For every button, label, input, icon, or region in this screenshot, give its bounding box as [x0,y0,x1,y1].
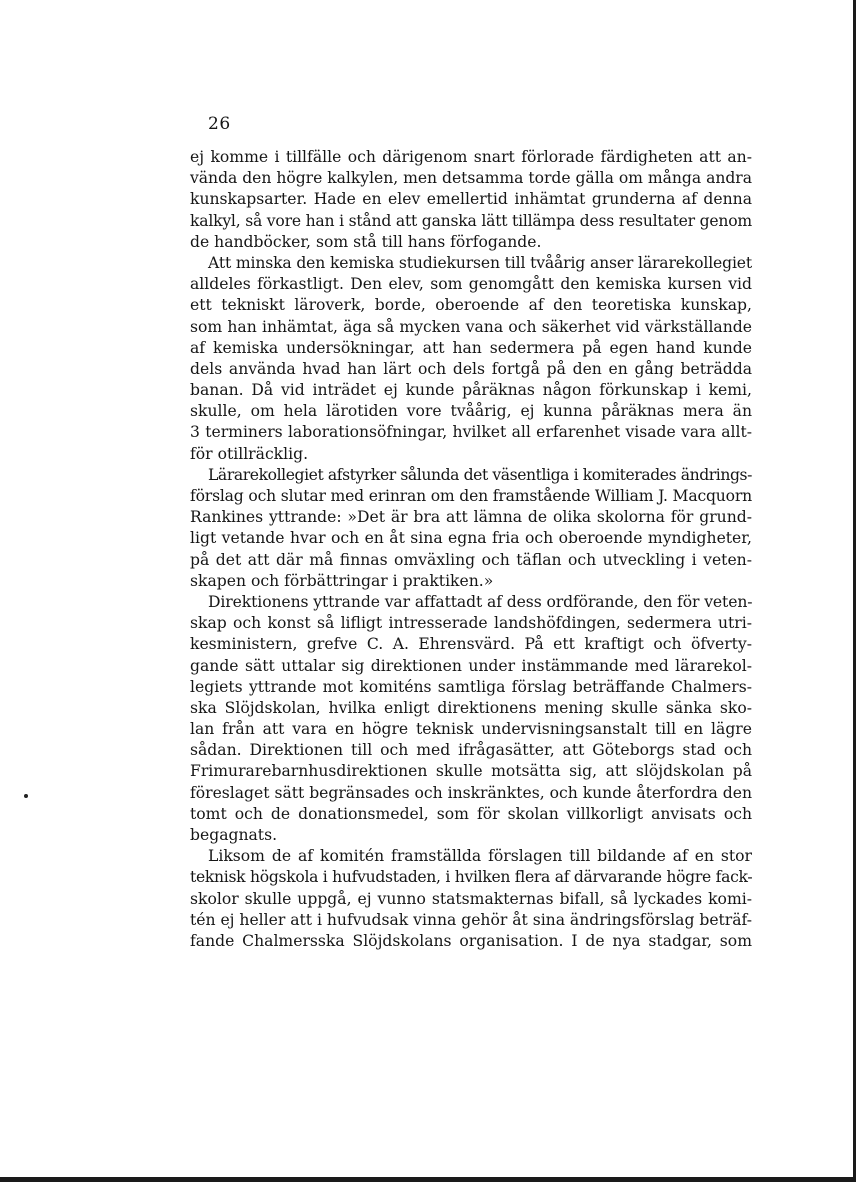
scan-speck [24,794,28,798]
text-line: tén ej heller att i hufvudsak vinna gehör åt sina ändringsförslag beträf- [190,910,752,929]
text-line: dels använda hvad han lärt och dels fortgå på den en gång beträdda [190,359,752,378]
text-line: banan. Då vid inträdet ej kunde påräknas någon förkunskap i kemi, [190,381,752,400]
text-line: gande sätt uttalar sig direktionen under instämmande med lärarekol- [190,656,752,675]
text-line: skulle, om hela lärotiden vore tvåårig, ej kunna påräknas mera än [190,402,752,421]
text-line: som han inhämtat, äga så mycken vana och säkerhet vid värkställande [190,317,752,336]
text-line: sådan. Direktionen till och med ifrågasätter, att Göteborgs stad och [190,741,752,760]
text-line: Direktionens yttrande var affattadt af dess ordförande, den för veten- [208,592,753,611]
text-line: tomt och de donationsmedel, som för skolan villkorligt anvisats och [190,804,752,823]
text-line: Rankines yttrande: »Det är bra att lämna de olika skolorna för grund- [190,508,752,527]
text-line: på det att där må finnas omväxling och täflan och utveckling i veten- [190,550,752,569]
page-number: 26 [208,114,231,134]
text-line: lan från att vara en högre teknisk undervisningsanstalt till en lägre [190,720,752,739]
text-line: kunskapsarter. Hade en elev emellertid inhämtat grunderna af denna [190,190,752,209]
text-line: begagnats. [190,826,278,844]
text-line: skolor skulle uppgå, ej vunno statsmakternas bifall, så lyckades komi- [190,889,752,908]
text-line: kesministern, grefve C. A. Ehrensvärd. På ett kraftigt och öfverty- [190,635,752,654]
text-line: kalkyl, så vore han i stånd att ganska lätt tillämpa dess resultater genom [190,211,752,230]
text-line: ett tekniskt läroverk, borde, oberoende af den teoretiska kunskap, [190,296,752,315]
text-line: ligt vetande hvar och en åt sina egna fria och oberoende myndigheter, [190,529,752,548]
text-line: af kemiska undersökningar, att han sedermera på egen hand kunde [190,338,752,357]
text-line: skap och konst så lifligt intresserade landshöfdingen, sedermera utri- [190,614,752,633]
text-line: legiets yttrande mot komiténs samtliga förslag beträffande Chalmers- [190,677,752,696]
body-text [190,147,752,952]
text-line: ska Slöjdskolan, hvilka enligt direktionens mening skulle sänka sko- [190,698,752,717]
text-line: Att minska den kemiska studiekursen till tvåårig anser lärarekollegiet [208,253,752,272]
text-line: alldeles förkastligt. Den elev, som genomgått den kemiska kursen vid [190,275,752,294]
text-line: de handböcker, som stå till hans förfogande. [190,232,542,251]
text-line: ej komme i tillfälle och därigenom snart förlorade färdigheten att an- [190,148,752,166]
text-line: förslag och slutar med erinran om den framstående William J. Macquorn [190,487,752,505]
text-line: 3 terminers laborationsöfningar, hvilket all erfarenhet visade vara allt- [190,423,752,442]
text-line: Liksom de af komitén framställda förslagen till bildande af en stor [208,847,752,866]
text-line: fande Chalmersska Slöjdskolans organisation. I de nya stadgar, som [190,931,752,950]
text-line: teknisk högskola i hufvudstaden, i hvilken flera af därvarande högre fack- [190,868,753,887]
text-line: vända den högre kalkylen, men detsamma torde gälla om många andra [190,169,753,188]
text-line: Frimurarebarnhusdirektionen skulle motsätta sig, att slöjdskolan på [190,762,752,781]
text-line: skapen och förbättringar i praktiken.» [190,571,494,590]
text-line: föreslaget sätt begränsades och inskränktes, och kunde återfordra den [190,783,752,802]
text-line: Lärarekollegiet afstyrker sålunda det väsentliga i komiterades ändrings- [208,465,752,484]
scan-border-bottom [0,1177,856,1182]
text-line: för otillräcklig. [190,444,309,463]
